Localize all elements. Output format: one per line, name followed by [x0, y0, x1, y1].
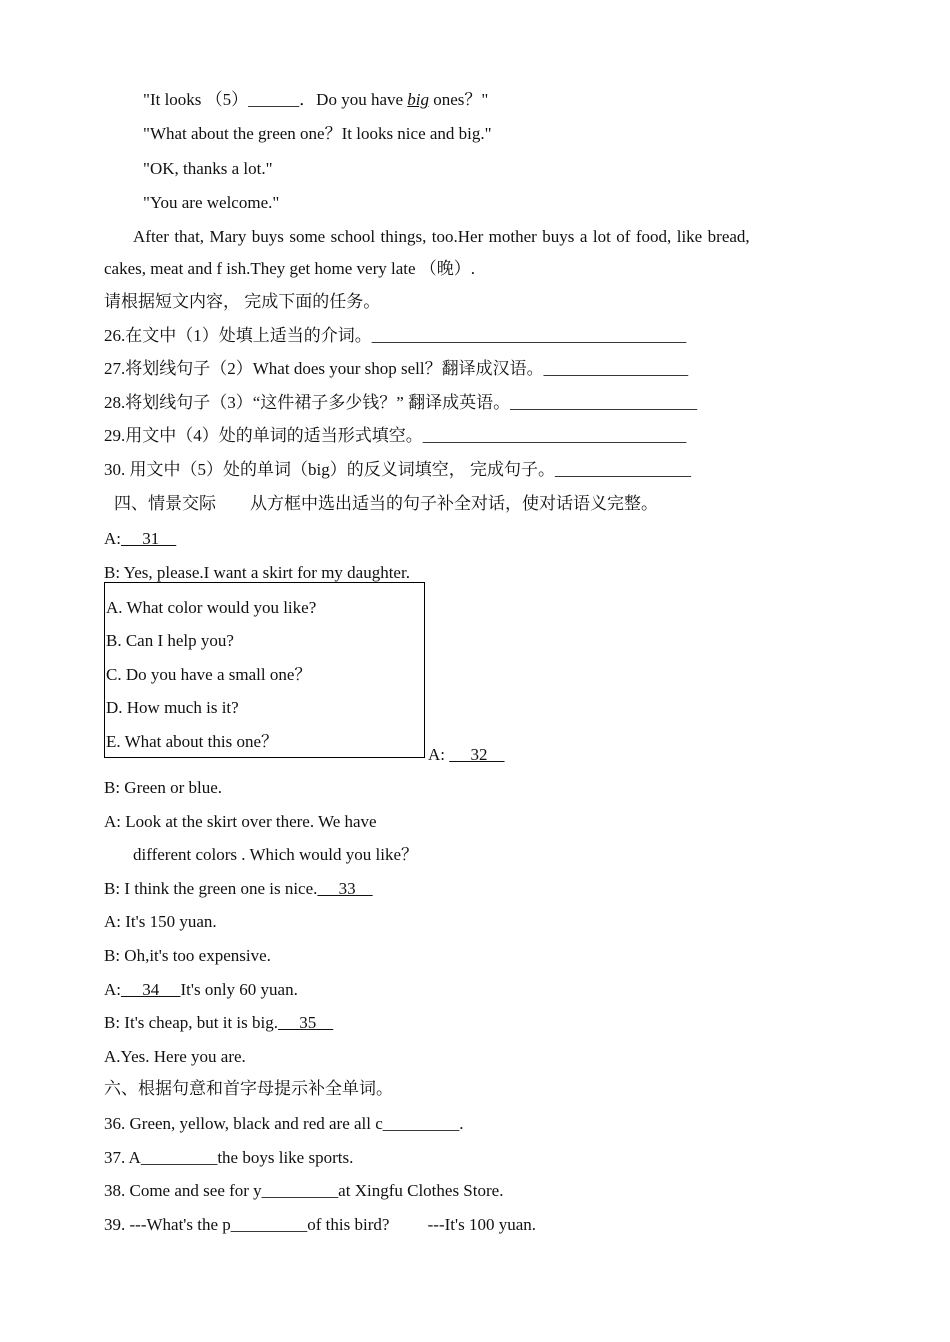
dialogue-line-1-start: "It looks （5）______．Do you have: [143, 90, 408, 109]
option-d: D. How much is it?: [106, 698, 239, 717]
blank-33: 33: [317, 879, 373, 898]
dialogue-a-32: [428, 744, 505, 766]
dialogue-line-3: "OK, thanks a lot.": [143, 159, 273, 178]
passage-line-2: cakes, meat and f ish.They get home very late （晚）.: [104, 259, 476, 278]
question-27: 27.将划线句子（2）What does your shop sell？翻译成汉语。_________________: [104, 359, 689, 378]
question-36: 36. Green, yellow, black and red are all c_________.: [104, 1114, 464, 1133]
blank-34: 34: [121, 980, 181, 999]
option-e: E. What about this one？: [106, 732, 279, 751]
dialogue-b-1: B: Yes, please.I want a skirt for my daughter.: [104, 563, 410, 582]
dialogue-a-5: [104, 979, 298, 1001]
dialogue-b-5-text: B: It's cheap, but it is big.: [104, 1013, 278, 1032]
question-29: 29.用文中（4）处的单词的适当形式填空。_______________________________: [104, 426, 687, 445]
dialogue-line-2: "What about the green one？It looks nice and big.": [143, 124, 492, 143]
options-box: [104, 582, 425, 758]
dialogue-a-5-text: It's only 60 yuan.: [180, 980, 298, 999]
dialogue-a-3-line-1: A: Look at the skirt over there. We have: [104, 812, 377, 831]
option-a: A. What color would you like?: [106, 598, 317, 617]
blank-35: 35: [278, 1013, 334, 1032]
question-38: 38. Come and see for y_________at Xingfu Clothes Store.: [104, 1181, 504, 1200]
option-c: C. Do you have a small one？: [106, 665, 312, 684]
question-37: 37. A_________the boys like sports.: [104, 1148, 354, 1167]
dialogue-b-3-text: B: I think the green one is nice.: [104, 879, 318, 898]
question-39: 39. ---What's the p_________of this bird? ---It's 100 yuan.: [104, 1215, 536, 1234]
option-b: B. Can I help you?: [106, 631, 234, 650]
dialogue-a-6: A.Yes. Here you are.: [104, 1047, 246, 1066]
speaker-a: A:: [104, 980, 121, 999]
dialogue-b-5: [104, 1012, 333, 1034]
underlined-word-big: big: [407, 90, 430, 109]
blank-32: 32: [449, 745, 505, 764]
section-4-title: 四、情景交际 从方框中选出适当的句子补全对话，使对话语义完整。: [114, 494, 658, 513]
dialogue-a-4: A: It's 150 yuan.: [104, 912, 217, 931]
question-30: 30. 用文中（5）处的单词（big）的反义词填空， 完成句子。________________: [104, 460, 691, 479]
dialogue-b-3: [104, 878, 373, 900]
speaker-a: A:: [104, 529, 121, 548]
dialogue-a-31: [104, 528, 176, 550]
dialogue-line-1: [143, 89, 488, 111]
question-28: 28.将划线句子（3）“这件裙子多少钱？” 翻译成英语。______________________: [104, 393, 698, 412]
dialogue-b-2: B: Green or blue.: [104, 778, 223, 797]
blank-31: 31: [121, 529, 177, 548]
task-instruction: 请根据短文内容， 完成下面的任务。: [104, 292, 381, 311]
question-26: 26.在文中（1）处填上适当的介词。_____________________________________: [104, 326, 687, 345]
dialogue-line-1-end: ones？": [429, 90, 489, 109]
speaker-a: A:: [428, 745, 450, 764]
dialogue-b-4: B: Oh,it's too expensive.: [104, 946, 271, 965]
section-6-title: 六、根据句意和首字母提示补全单词。: [104, 1079, 393, 1098]
dialogue-line-4: "You are welcome.": [143, 193, 280, 212]
dialogue-a-3-line-2: different colors . Which would you like？: [133, 845, 419, 864]
passage-line-1: After that, Mary buys some school things, too.Her mother buys a lot of food, like bread,: [133, 227, 750, 246]
